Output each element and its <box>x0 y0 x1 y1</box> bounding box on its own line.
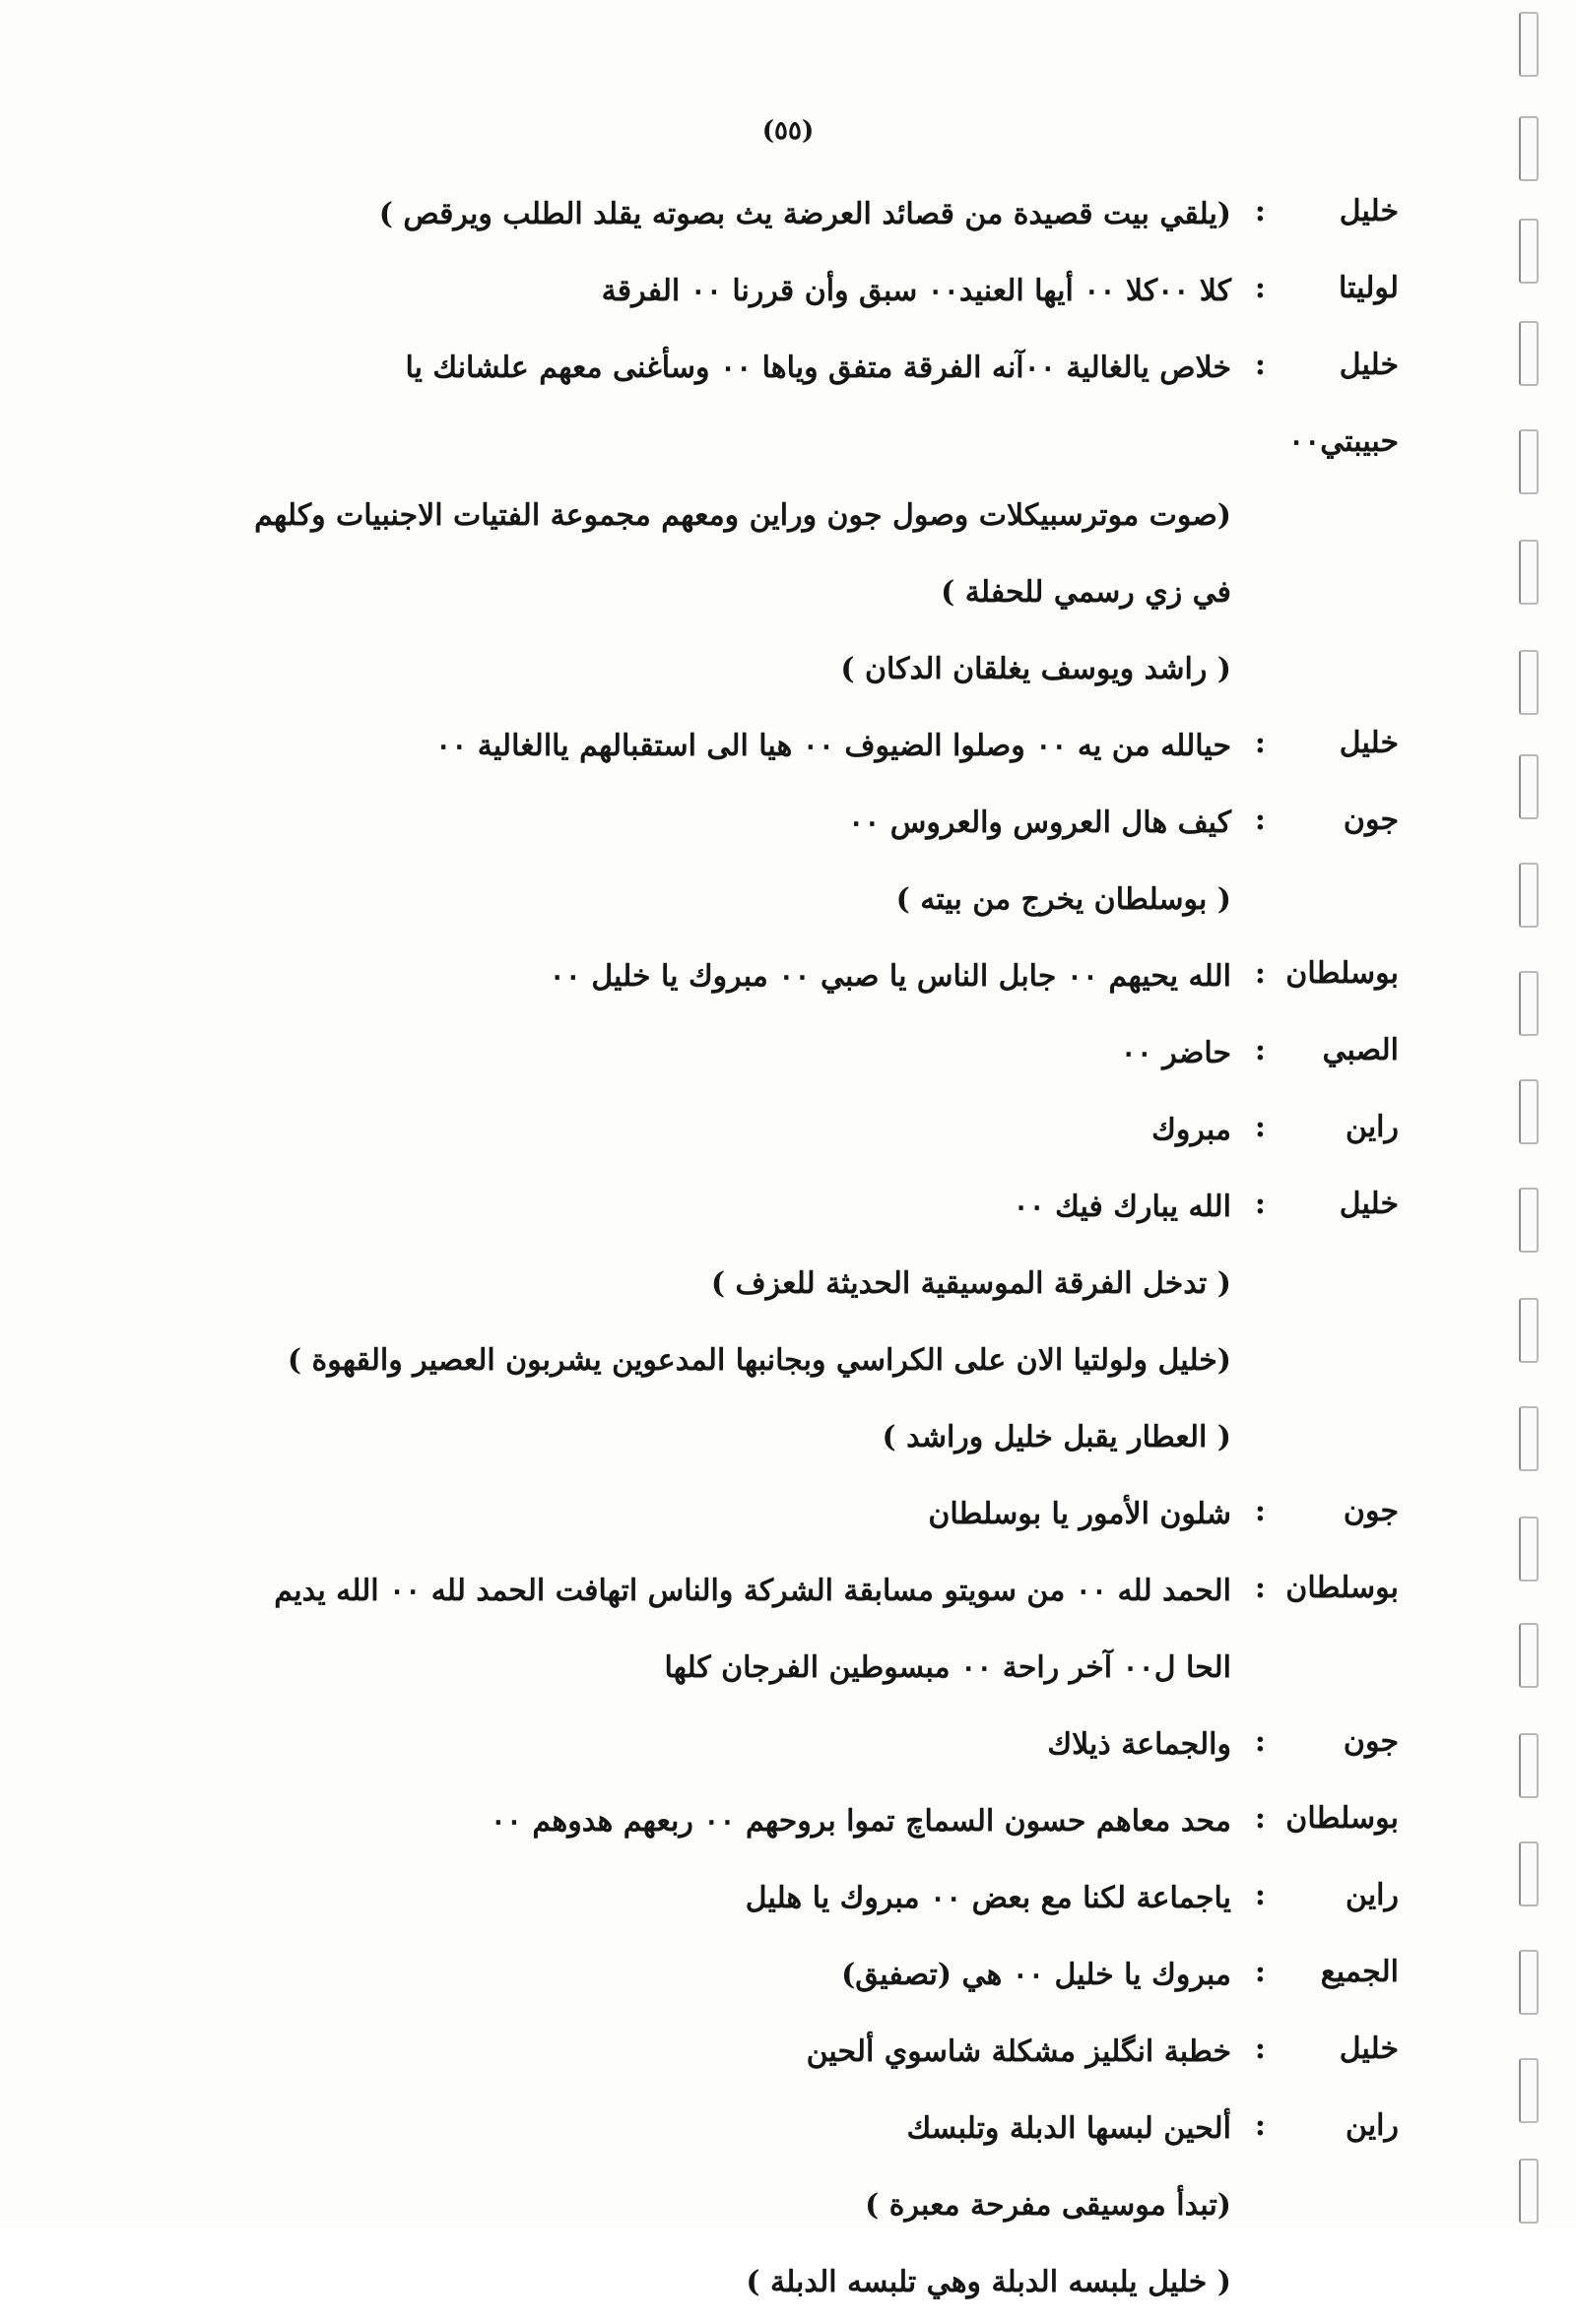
binding-ring <box>1519 1623 1539 1688</box>
dialogue-line <box>227 1786 1399 1857</box>
binding-ring <box>1519 650 1539 715</box>
dialogue-line <box>227 1479 1399 1550</box>
speaker-name: لوليتا <box>1338 271 1399 305</box>
binding-ring <box>1519 429 1539 494</box>
stage-direction: (تبدأ موسيقى مفرحة معبرة ) <box>865 2188 1231 2223</box>
page-number: (٥٥) <box>761 116 815 146</box>
speaker-name: الصبي <box>1322 1033 1399 1067</box>
binding-ring <box>1519 1517 1539 1582</box>
binding-ring <box>1519 540 1539 605</box>
dialogue-line <box>227 788 1399 859</box>
dialogue-line <box>227 941 1399 1012</box>
binding-ring <box>1519 1950 1539 2015</box>
dialogue-text: شلون الأمور يا بوسلطان <box>928 1497 1231 1531</box>
speaker-colon: : <box>1254 271 1266 305</box>
speaker-colon: : <box>1254 956 1266 991</box>
speaker-name: جون <box>1343 803 1399 837</box>
speaker-colon: : <box>1254 194 1266 228</box>
stage-direction: ( راشد ويوسف يغلقان الدكان ) <box>840 652 1231 686</box>
speaker-name: الجميع <box>1320 1955 1399 1989</box>
speaker-name: راين <box>1345 1878 1399 1912</box>
binding-ring <box>1519 12 1539 77</box>
dialogue-line <box>227 1018 1399 1089</box>
dialogue-text: حيالله من يه ٠٠ وصلوا الضيوف ٠٠ هيا الى استقبالهم ياالغالية ٠٠ <box>435 729 1231 763</box>
spiral-binding <box>1517 0 1546 2227</box>
dialogue-text: ألحين لبسها الدبلة وتلبسك <box>906 2111 1231 2146</box>
binding-ring <box>1519 754 1539 819</box>
stage-direction: (خليل ولولتيا الان على الكراسي وبجانبها المدعوين يشربون العصير والقهوة ) <box>287 1343 1231 1378</box>
dialogue-line <box>227 256 1399 327</box>
dialogue-text: كلا ٠٠كلا ٠٠ أيها العنيد٠٠ سبق وأن قررنا ٠٠ الفرقة <box>601 274 1231 308</box>
speaker-colon: : <box>1254 1955 1266 1989</box>
speaker-name: خليل <box>1339 2032 1399 2066</box>
speaker-name: خليل <box>1339 726 1399 760</box>
speaker-name: خليل <box>1339 348 1399 382</box>
dialogue-text: مبروك <box>1151 1113 1231 1147</box>
binding-ring <box>1519 2058 1539 2123</box>
stage-direction: (صوت موترسبيكلات وصول جون وراين ومعهم مجموعة الفتيات الاجنبيات وكلهم <box>254 498 1231 533</box>
dialogue-text: محد معاهم حسون السماچ تموا بروحهم ٠٠ ربعهم هدوهم ٠٠ <box>490 1804 1231 1839</box>
dialogue-line <box>227 711 1399 782</box>
dialogue-text: والجماعة ذيلاك <box>1047 1727 1231 1762</box>
dialogue-line <box>227 1863 1399 1934</box>
dialogue-line <box>227 1095 1399 1166</box>
speaker-colon: : <box>1254 1494 1266 1528</box>
speaker-name: جون <box>1343 1724 1399 1759</box>
binding-ring <box>1519 219 1539 284</box>
binding-ring <box>1519 1841 1539 1906</box>
stage-direction: الحا ل٠٠ آخر راحة ٠٠ مبسوطين الفرجان كلها <box>664 1650 1231 1685</box>
dialogue-line <box>227 1710 1399 1780</box>
binding-ring <box>1519 971 1539 1036</box>
dialogue-line <box>227 2094 1399 2164</box>
speaker-colon: : <box>1254 726 1266 760</box>
speaker-name: بوسلطان <box>1285 1801 1399 1836</box>
dialogue-line <box>227 2017 1399 2088</box>
stage-direction: في زي رسمي للحفلة ) <box>941 575 1231 610</box>
speaker-name: بوسلطان <box>1285 1571 1399 1605</box>
dialogue-continuation: حبيبتي٠٠ <box>1288 424 1399 459</box>
speaker-name: جون <box>1343 1494 1399 1528</box>
dialogue-text: حاضر ٠٠ <box>1120 1036 1231 1070</box>
speaker-name: راين <box>1345 2108 1399 2143</box>
binding-ring <box>1519 1406 1539 1471</box>
dialogue-text: الله يبارك فيك ٠٠ <box>1013 1190 1231 1224</box>
speaker-colon: : <box>1254 348 1266 382</box>
dialogue-line <box>227 333 1399 404</box>
binding-ring <box>1519 1733 1539 1798</box>
dialogue-text: الله يحيهم ٠٠ جابل الناس يا صبي ٠٠ مبروك يا خليل ٠٠ <box>549 959 1231 994</box>
speaker-colon: : <box>1254 1571 1266 1605</box>
speaker-name: راين <box>1345 1110 1399 1144</box>
dialogue-text: خلاص يالغالية ٠٠آنه الفرقة متفق وياها ٠٠ وسأغنى معهم علشانك يا <box>405 351 1231 385</box>
speaker-colon: : <box>1254 803 1266 837</box>
binding-ring <box>1519 1188 1539 1253</box>
dialogue-text: (يلقي بيت قصيدة من قصائد العرضة يث بصوته يقلد الطلب ويرقص ) <box>378 197 1231 231</box>
speaker-colon: : <box>1254 1033 1266 1067</box>
speaker-colon: : <box>1254 2032 1266 2066</box>
binding-ring <box>1519 116 1539 181</box>
speaker-colon: : <box>1254 2108 1266 2143</box>
dialogue-text: خطبة انگليز مشكلة شاسوي ألحين <box>806 2034 1231 2069</box>
dialogue-line <box>227 1940 1399 2011</box>
script-body <box>227 179 1399 2324</box>
dialogue-text: الحمد لله ٠٠ من سويتو مسابقة الشركة والناس اتهافت الحمد لله ٠٠ الله يديم <box>274 1574 1231 1608</box>
speaker-name: خليل <box>1339 194 1399 228</box>
dialogue-line <box>227 1556 1399 1627</box>
speaker-name: خليل <box>1339 1187 1399 1221</box>
speaker-name: بوسلطان <box>1285 956 1399 991</box>
speaker-colon: : <box>1254 1801 1266 1836</box>
stage-direction: ( تدخل الفرقة الموسيقية الحديثة للعزف ) <box>710 1266 1231 1301</box>
dialogue-text: مبروك يا خليل ٠٠ هي (تصفيق) <box>841 1958 1231 1992</box>
binding-ring <box>1519 863 1539 928</box>
dialogue-text: ياجماعة لكنا مع بعض ٠٠ مبروك يا هليل <box>745 1881 1231 1915</box>
binding-ring <box>1519 321 1539 386</box>
stage-direction: ( العطار يقبل خليل وراشد ) <box>882 1420 1231 1454</box>
binding-ring <box>1519 1079 1539 1144</box>
stage-direction: ( خليل يلبسه الدبلة وهي تلبسه الدبلة ) <box>746 2265 1231 2299</box>
binding-ring <box>1519 1298 1539 1363</box>
dialogue-line <box>227 179 1399 250</box>
binding-ring <box>1519 2159 1539 2224</box>
dialogue-line <box>227 1172 1399 1243</box>
speaker-colon: : <box>1254 1110 1266 1144</box>
stage-direction: ( بوسلطان يخرج من بيته ) <box>895 882 1231 917</box>
speaker-colon: : <box>1254 1187 1266 1221</box>
speaker-colon: : <box>1254 1878 1266 1912</box>
speaker-colon: : <box>1254 1724 1266 1759</box>
dialogue-text: كيف هال العروس والعروس ٠٠ <box>848 806 1231 840</box>
